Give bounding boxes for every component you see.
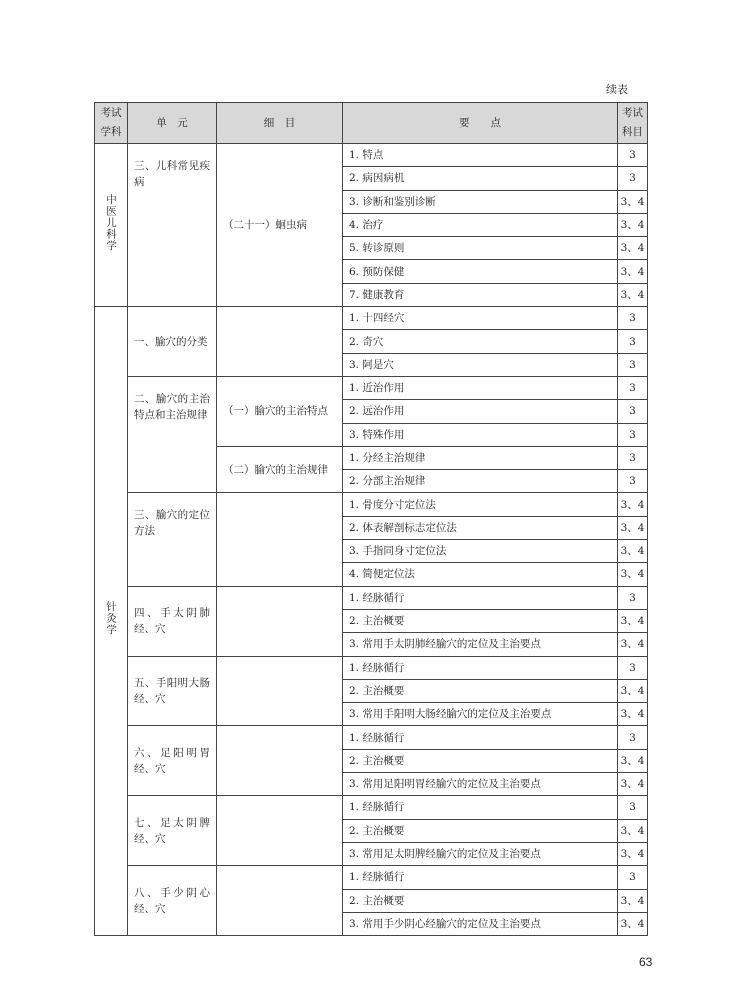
header-exam: 考试科目: [618, 103, 648, 144]
point-cell: 1. 经脉循行: [343, 656, 618, 679]
continued-table-label: 续表: [606, 83, 628, 96]
exam-code-cell: 3: [618, 330, 648, 353]
point-cell: 2. 病因病机: [343, 167, 618, 190]
table-body: [95, 144, 648, 936]
point-cell: 1. 骨度分寸定位法: [343, 493, 618, 516]
page-number: 63: [639, 955, 653, 969]
table-row: [95, 144, 648, 167]
exam-code-cell: 3: [618, 353, 648, 376]
exam-code-cell: 3、4: [618, 563, 648, 586]
point-cell: 2. 体表解剖标志定位法: [343, 516, 618, 539]
point-cell: 1. 经脉循行: [343, 866, 618, 889]
unit-cell: 二、腧穴的主治特点和主治规律: [128, 376, 217, 492]
exam-code-cell: 3、4: [618, 213, 648, 236]
exam-code-cell: 3、4: [618, 516, 648, 539]
exam-code-cell: 3: [618, 376, 648, 399]
point-cell: 2. 远治作用: [343, 400, 618, 423]
point-cell: 3. 阿是穴: [343, 353, 618, 376]
exam-code-cell: 3、4: [618, 773, 648, 796]
table-row: [95, 726, 648, 749]
point-cell: 2. 分部主治规律: [343, 470, 618, 493]
exam-code-cell: 3: [618, 726, 648, 749]
detail-cell: （二十一）蛔虫病: [217, 144, 343, 307]
unit-cell: 三、儿科常见疾病: [128, 144, 217, 307]
point-cell: 3. 特殊作用: [343, 423, 618, 446]
exam-code-cell: 3: [618, 167, 648, 190]
header-unit: 单 元: [128, 103, 217, 144]
point-cell: 6. 预防保健: [343, 260, 618, 283]
table-header-row: [95, 103, 648, 144]
detail-cell: （一）腧穴的主治特点: [217, 376, 343, 446]
point-cell: 3. 常用足太阴脾经腧穴的定位及主治要点: [343, 842, 618, 865]
syllabus-table: [94, 102, 648, 936]
detail-cell: [217, 726, 343, 796]
exam-code-cell: 3: [618, 446, 648, 469]
exam-code-cell: 3、4: [618, 633, 648, 656]
unit-cell: 四、手太阴肺经、穴: [128, 586, 217, 656]
detail-cell: [217, 866, 343, 936]
table-row: [95, 493, 648, 516]
point-cell: 2. 主治概要: [343, 749, 618, 772]
detail-cell: [217, 656, 343, 726]
exam-code-cell: 3: [618, 470, 648, 493]
point-cell: 2. 主治概要: [343, 679, 618, 702]
exam-code-cell: 3、4: [618, 912, 648, 935]
exam-code-cell: 3: [618, 144, 648, 167]
unit-cell: 一、腧穴的分类: [128, 307, 217, 377]
point-cell: 2. 主治概要: [343, 819, 618, 842]
exam-code-cell: 3、4: [618, 703, 648, 726]
point-cell: 1. 近治作用: [343, 376, 618, 399]
header-detail: 细 目: [217, 103, 343, 144]
exam-code-cell: 3、4: [618, 190, 648, 213]
point-cell: 3. 常用足阳明胃经腧穴的定位及主治要点: [343, 773, 618, 796]
exam-code-cell: 3: [618, 866, 648, 889]
table-row: [95, 866, 648, 889]
table-row: [95, 376, 648, 399]
detail-cell: [217, 796, 343, 866]
exam-code-cell: 3、4: [618, 889, 648, 912]
point-cell: 3. 常用手少阴心经腧穴的定位及主治要点: [343, 912, 618, 935]
unit-cell: 三、腧穴的定位方法: [128, 493, 217, 586]
exam-code-cell: 3、4: [618, 842, 648, 865]
exam-code-cell: 3: [618, 400, 648, 423]
point-cell: 2. 主治概要: [343, 889, 618, 912]
subject-label: 针灸学: [105, 601, 117, 636]
exam-code-cell: 3: [618, 586, 648, 609]
table-row: [95, 656, 648, 679]
unit-cell: 七、足太阴脾经、穴: [128, 796, 217, 866]
exam-code-cell: 3、4: [618, 283, 648, 306]
point-cell: 3. 手指同身寸定位法: [343, 540, 618, 563]
header-subject: 考试学科: [95, 103, 128, 144]
exam-code-cell: 3、4: [618, 679, 648, 702]
header-points: 要 点: [343, 103, 618, 144]
exam-code-cell: 3、4: [618, 493, 648, 516]
subject-cell: [95, 144, 128, 307]
unit-cell: 五、手阳明大肠经、穴: [128, 656, 217, 726]
point-cell: 1. 经脉循行: [343, 796, 618, 819]
exam-code-cell: 3、4: [618, 540, 648, 563]
unit-cell: 八、手少阴心经、穴: [128, 866, 217, 936]
point-cell: 2. 主治概要: [343, 609, 618, 632]
point-cell: 4. 治疗: [343, 213, 618, 236]
point-cell: 3. 常用手太阴肺经腧穴的定位及主治要点: [343, 633, 618, 656]
exam-code-cell: 3: [618, 656, 648, 679]
point-cell: 7. 健康教育: [343, 283, 618, 306]
subject-cell: [95, 307, 128, 936]
table-row: [95, 796, 648, 819]
exam-code-cell: 3、4: [618, 749, 648, 772]
exam-code-cell: 3: [618, 423, 648, 446]
point-cell: 1. 分经主治规律: [343, 446, 618, 469]
point-cell: 1. 十四经穴: [343, 307, 618, 330]
detail-cell: [217, 586, 343, 656]
exam-code-cell: 3、4: [618, 237, 648, 260]
point-cell: 2. 奇穴: [343, 330, 618, 353]
point-cell: 1. 经脉循行: [343, 586, 618, 609]
point-cell: 3. 诊断和鉴别诊断: [343, 190, 618, 213]
point-cell: 1. 经脉循行: [343, 726, 618, 749]
point-cell: 1. 特点: [343, 144, 618, 167]
table-row: [95, 586, 648, 609]
exam-code-cell: 3、4: [618, 260, 648, 283]
exam-code-cell: 3: [618, 307, 648, 330]
subject-label: 中医儿科学: [105, 193, 117, 252]
exam-code-cell: 3: [618, 796, 648, 819]
point-cell: 4. 简便定位法: [343, 563, 618, 586]
detail-cell: （二）腧穴的主治规律: [217, 446, 343, 493]
detail-cell: [217, 307, 343, 377]
point-cell: 5. 转诊原则: [343, 237, 618, 260]
detail-cell: [217, 493, 343, 586]
exam-code-cell: 3、4: [618, 819, 648, 842]
point-cell: 3. 常用手阳明大肠经腧穴的定位及主治要点: [343, 703, 618, 726]
table-row: [95, 307, 648, 330]
unit-cell: 六、足阳明胃经、穴: [128, 726, 217, 796]
exam-code-cell: 3、4: [618, 609, 648, 632]
